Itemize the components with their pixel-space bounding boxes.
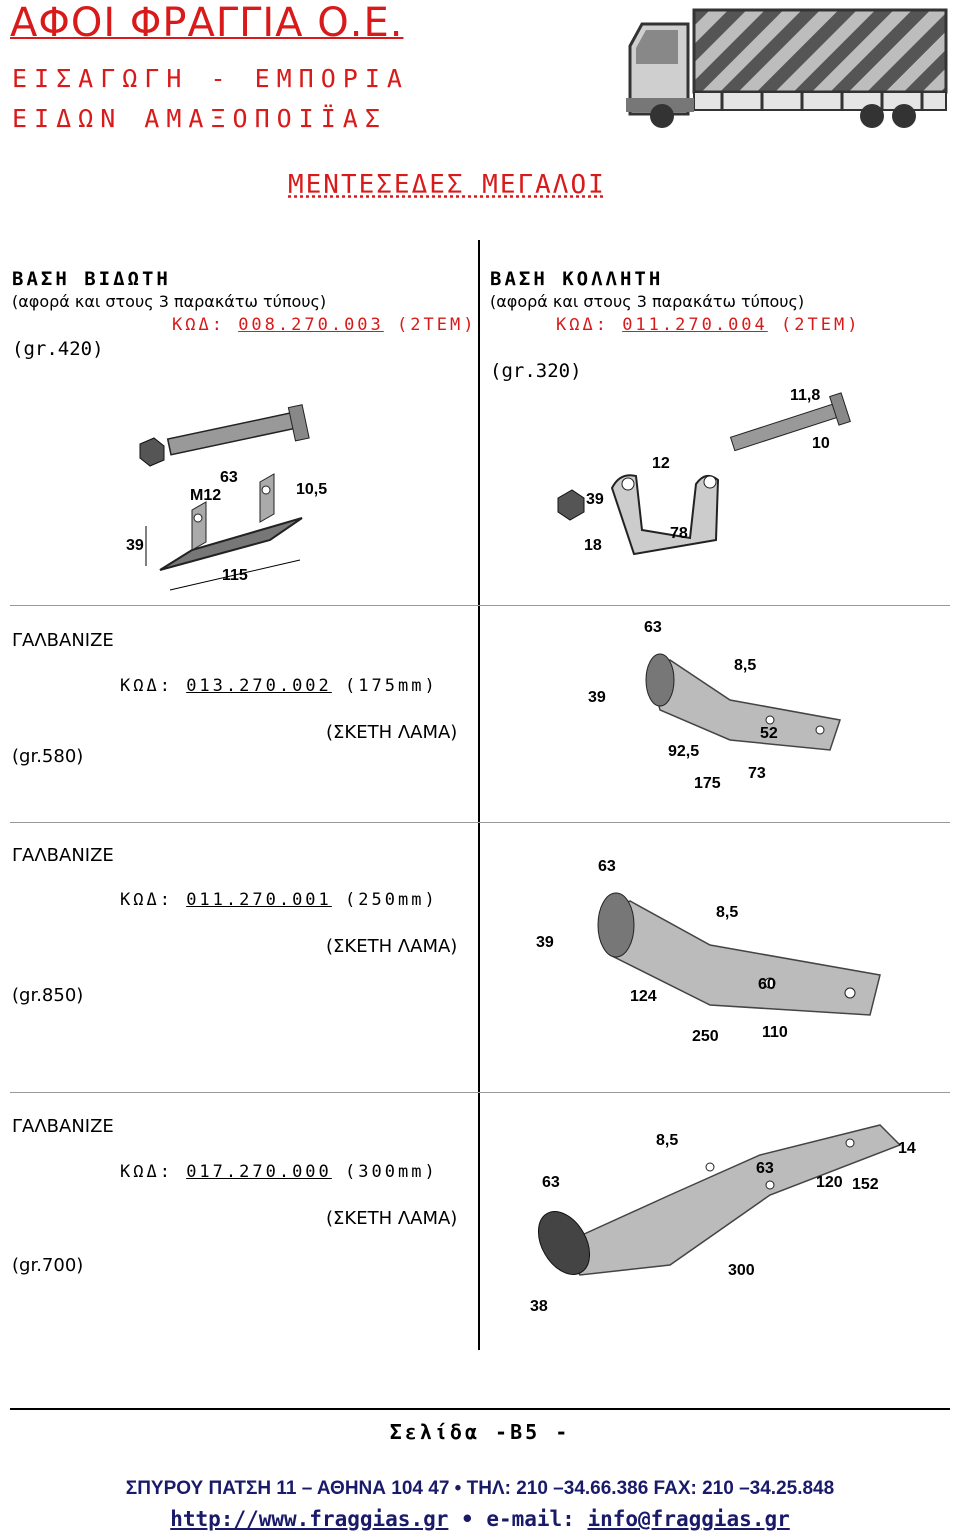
hinge-300-weight: (gr.700) <box>12 1255 84 1276</box>
hinge-175-dim-hole: 8,5 <box>734 657 757 674</box>
bolted-base-dim-bolt: M12 <box>190 487 222 504</box>
welded-base-drawing <box>550 380 880 580</box>
bolted-base-weight: (gr.420) <box>12 338 104 360</box>
welded-base-dim-thick: 18 <box>584 537 602 554</box>
hinge-250-code <box>120 890 438 910</box>
code-value: 017.270.000 <box>186 1162 332 1182</box>
hinge-175-dim-mid: 92,5 <box>668 743 700 760</box>
hinge-175-dim-length: 175 <box>694 775 721 792</box>
welded-base-dim-bolt: 11,8 <box>790 387 821 404</box>
footer-address: ΣΠΥΡΟΥ ΠΑΤΣΗ 11 – ΑΘΗΝΑ 104 47 • ΤΗΛ: 210 –34.66.386 FAX: 210 –34.25.848 <box>125 1478 835 1499</box>
section-divider <box>10 605 950 606</box>
website-link[interactable]: http://www.fraggias.gr <box>170 1507 449 1531</box>
bolted-base-dim-hole: 10,5 <box>296 481 328 498</box>
welded-base-code <box>556 315 860 335</box>
bolted-base-dim-length: 115 <box>222 567 248 584</box>
truck-logo <box>622 6 952 132</box>
bolted-base-drawing <box>120 390 370 605</box>
hinge-250-dim-mid: 124 <box>630 988 657 1005</box>
hinge-175-drawing <box>580 610 880 810</box>
bolted-base-dim-height: 39 <box>126 537 144 554</box>
code-qty: (2ΤΕΜ) <box>397 315 477 335</box>
page-title: ΜΕΝΤΕΣΕΔΕΣ ΜΕΓΑΛΟΙ <box>288 170 606 200</box>
code-prefix: ΚΩΔ: <box>556 315 623 335</box>
welded-base-dim-height: 39 <box>586 491 604 508</box>
hinge-300-dim-length: 300 <box>728 1262 755 1279</box>
hinge-175-dim-roll: 63 <box>644 619 662 636</box>
hinge-300-dim-mid: 120 <box>816 1174 843 1191</box>
hinge-300-dim-tip: 14 <box>898 1140 916 1157</box>
hinge-300-dim-roll: 63 <box>542 1174 560 1191</box>
hinge-175-weight: (gr.580) <box>12 746 84 767</box>
bottom-divider <box>10 1408 950 1410</box>
hinge-250-type: (ΣΚΕΤΗ ΛΑΜΑ) <box>326 936 458 957</box>
hinge-250-weight: (gr.850) <box>12 985 84 1006</box>
welded-base-note: (αφορά και στους 3 παρακάτω τύπους) <box>490 292 805 311</box>
code-value: 011.270.001 <box>186 890 332 910</box>
hinge-250-drawing <box>530 845 910 1055</box>
code-value: 013.270.002 <box>186 676 332 696</box>
hinge-175-finish: ΓΑΛΒΑΝΙΖΕ <box>12 630 114 651</box>
tagline-bodywork: ΕΙΔΩΝ ΑΜΑΞΟΠΟΙΪΑΣ <box>12 104 387 133</box>
tagline-import: ΕΙΣΑΓΩΓΗ - ΕΜΠΟΡΙΑ <box>12 64 409 93</box>
code-value: 011.270.004 <box>622 315 768 335</box>
welded-base-dim-thread: 10 <box>812 435 830 452</box>
footer-contact <box>0 1507 960 1531</box>
hinge-300-dim-end: 152 <box>852 1176 879 1193</box>
code-prefix: ΚΩΔ: <box>172 315 239 335</box>
hinge-300-finish: ΓΑΛΒΑΝΙΖΕ <box>12 1116 114 1137</box>
code-prefix: ΚΩΔ: <box>120 1162 187 1182</box>
hinge-300-dim-dia: 38 <box>530 1298 548 1315</box>
hinge-250-dim-end: 110 <box>762 1024 788 1041</box>
hinge-175-dim-width: 52 <box>760 725 778 742</box>
code-prefix: ΚΩΔ: <box>120 890 187 910</box>
hinge-175-type: (ΣΚΕΤΗ ΛΑΜΑ) <box>326 722 458 743</box>
email-link[interactable]: info@fraggias.gr <box>587 1507 790 1531</box>
hinge-300-drawing <box>520 1115 920 1330</box>
code-value: 008.270.003 <box>238 315 384 335</box>
footer-separator: • e-mail: <box>448 1507 588 1531</box>
hinge-250-dim-length: 250 <box>692 1028 719 1045</box>
hinge-250-dim-dia: 39 <box>536 934 554 951</box>
section-divider <box>10 822 950 823</box>
hinge-175-dim-end: 73 <box>748 765 766 782</box>
bolted-base-code <box>172 315 476 335</box>
welded-base-dim-hole: 12 <box>652 455 670 472</box>
code-size: (300mm) <box>345 1162 438 1182</box>
code-size: (175mm) <box>345 676 438 696</box>
bolted-base-note: (αφορά και στους 3 παρακάτω τύπους) <box>12 292 327 311</box>
welded-base-weight: (gr.320) <box>490 360 582 382</box>
hinge-300-code <box>120 1162 438 1182</box>
hinge-250-finish: ΓΑΛΒΑΝΙΖΕ <box>12 845 114 866</box>
bolted-base-dim-width: 63 <box>220 469 238 486</box>
code-qty: (2ΤΕΜ) <box>781 315 861 335</box>
hinge-300-type: (ΣΚΕΤΗ ΛΑΜΑ) <box>326 1208 458 1229</box>
welded-base-title: ΒΑΣΗ ΚΟΛΛΗΤΗ <box>490 268 664 290</box>
company-name: ΑΦΟΙ ΦΡΑΓΓΙΑ Ο.Ε. <box>10 0 404 46</box>
hinge-300-dim-hole: 8,5 <box>656 1132 679 1149</box>
welded-base-dim-length: 78 <box>670 525 688 542</box>
code-size: (250mm) <box>345 890 438 910</box>
hinge-250-dim-width: 60 <box>758 976 776 993</box>
code-prefix: ΚΩΔ: <box>120 676 187 696</box>
hinge-250-dim-hole: 8,5 <box>716 904 739 921</box>
hinge-300-dim-width: 63 <box>756 1160 774 1177</box>
page-number: Σελίδα -Β5 - <box>389 1420 571 1444</box>
hinge-175-code <box>120 676 438 696</box>
column-divider <box>478 240 480 1350</box>
hinge-175-dim-dia: 39 <box>588 689 606 706</box>
bolted-base-title: ΒΑΣΗ ΒΙΔΩΤΗ <box>12 268 171 290</box>
section-divider <box>10 1092 950 1093</box>
hinge-250-dim-roll: 63 <box>598 858 616 875</box>
